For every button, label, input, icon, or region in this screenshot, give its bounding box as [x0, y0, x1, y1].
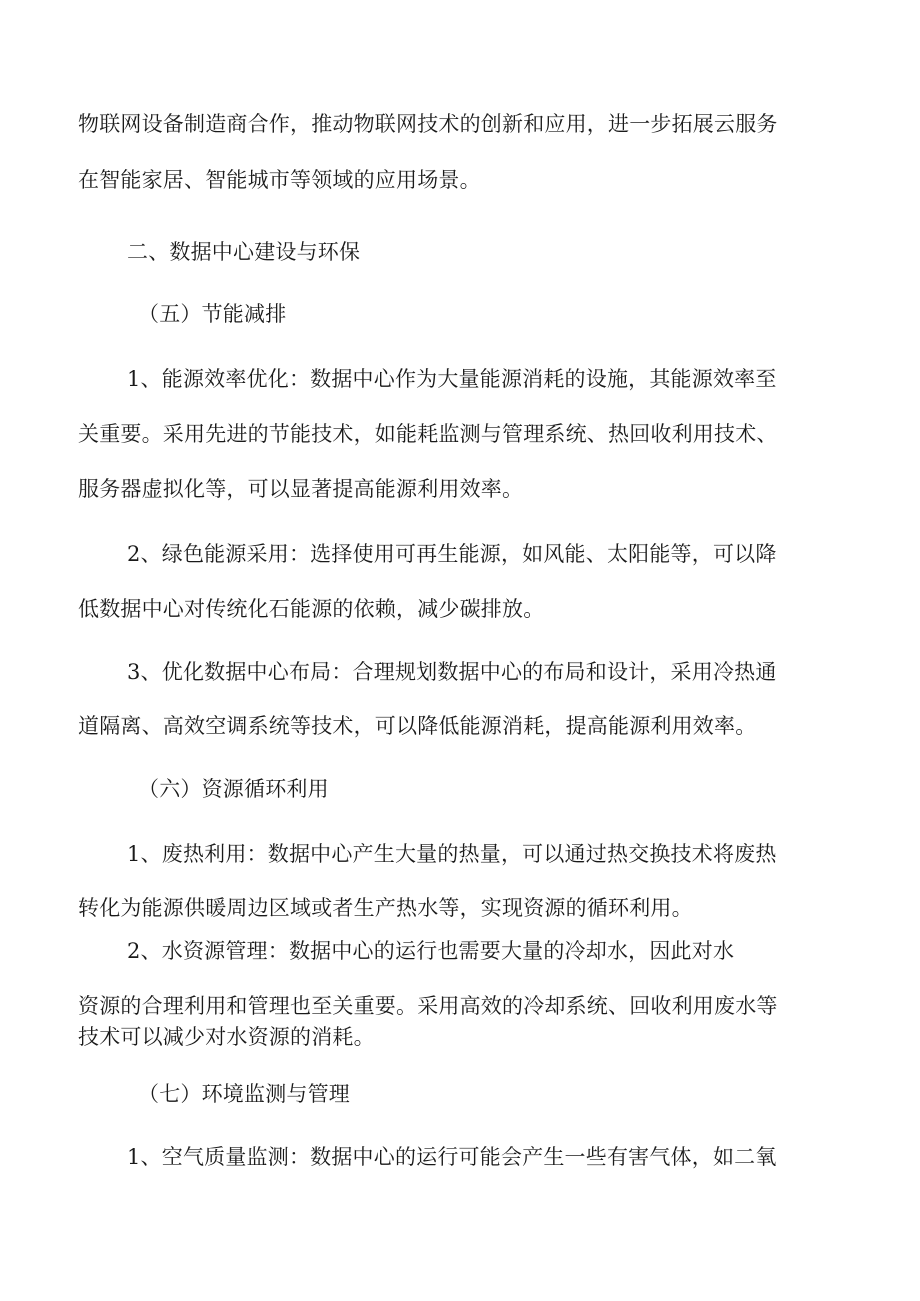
paragraph-line: 技术可以减少对水资源的消耗。	[78, 1025, 375, 1049]
paragraph-line: 道隔离、高效空调系统等技术，可以降低能源消耗，提高能源利用效率。	[78, 714, 757, 738]
paragraph-line: 3、优化数据中心布局：合理规划数据中心的布局和设计，采用冷热通	[127, 660, 777, 684]
paragraph-line: 资源的合理利用和管理也至关重要。采用高效的冷却系统、回收利用废水等	[78, 994, 778, 1018]
paragraph-line: 服务器虚拟化等，可以显著提高能源利用效率。	[78, 477, 524, 501]
paragraph-line: 转化为能源供暖周边区域或者生产热水等，实现资源的循环利用。	[78, 896, 693, 920]
paragraph-line: 关重要。采用先进的节能技术，如能耗监测与管理系统、热回收利用技术、	[78, 422, 778, 446]
paragraph-line: 1、废热利用：数据中心产生大量的热量，可以通过热交换技术将废热	[127, 842, 777, 866]
paragraph-line: 在智能家居、智能城市等领域的应用场景。	[78, 168, 481, 192]
paragraph-line: 2、水资源管理：数据中心的运行也需要大量的冷却水，因此对水	[127, 939, 735, 963]
paragraph-line: 1、能源效率优化：数据中心作为大量能源消耗的设施，其能源效率至	[127, 367, 777, 391]
paragraph-line: 物联网设备制造商合作，推动物联网技术的创新和应用，进一步拓展云服务	[78, 112, 778, 136]
subsection-heading: （六）资源循环利用	[138, 777, 329, 801]
paragraph-line: 1、空气质量监测：数据中心的运行可能会产生一些有害气体，如二氧	[127, 1145, 777, 1169]
subsection-heading: （七）环境监测与管理	[138, 1082, 350, 1106]
subsection-heading: （五）节能减排	[138, 302, 287, 326]
section-heading: 二、数据中心建设与环保	[127, 240, 361, 264]
paragraph-line: 低数据中心对传统化石能源的依赖，减少碳排放。	[78, 597, 545, 621]
paragraph-line: 2、绿色能源采用：选择使用可再生能源，如风能、太阳能等，可以降	[127, 542, 777, 566]
